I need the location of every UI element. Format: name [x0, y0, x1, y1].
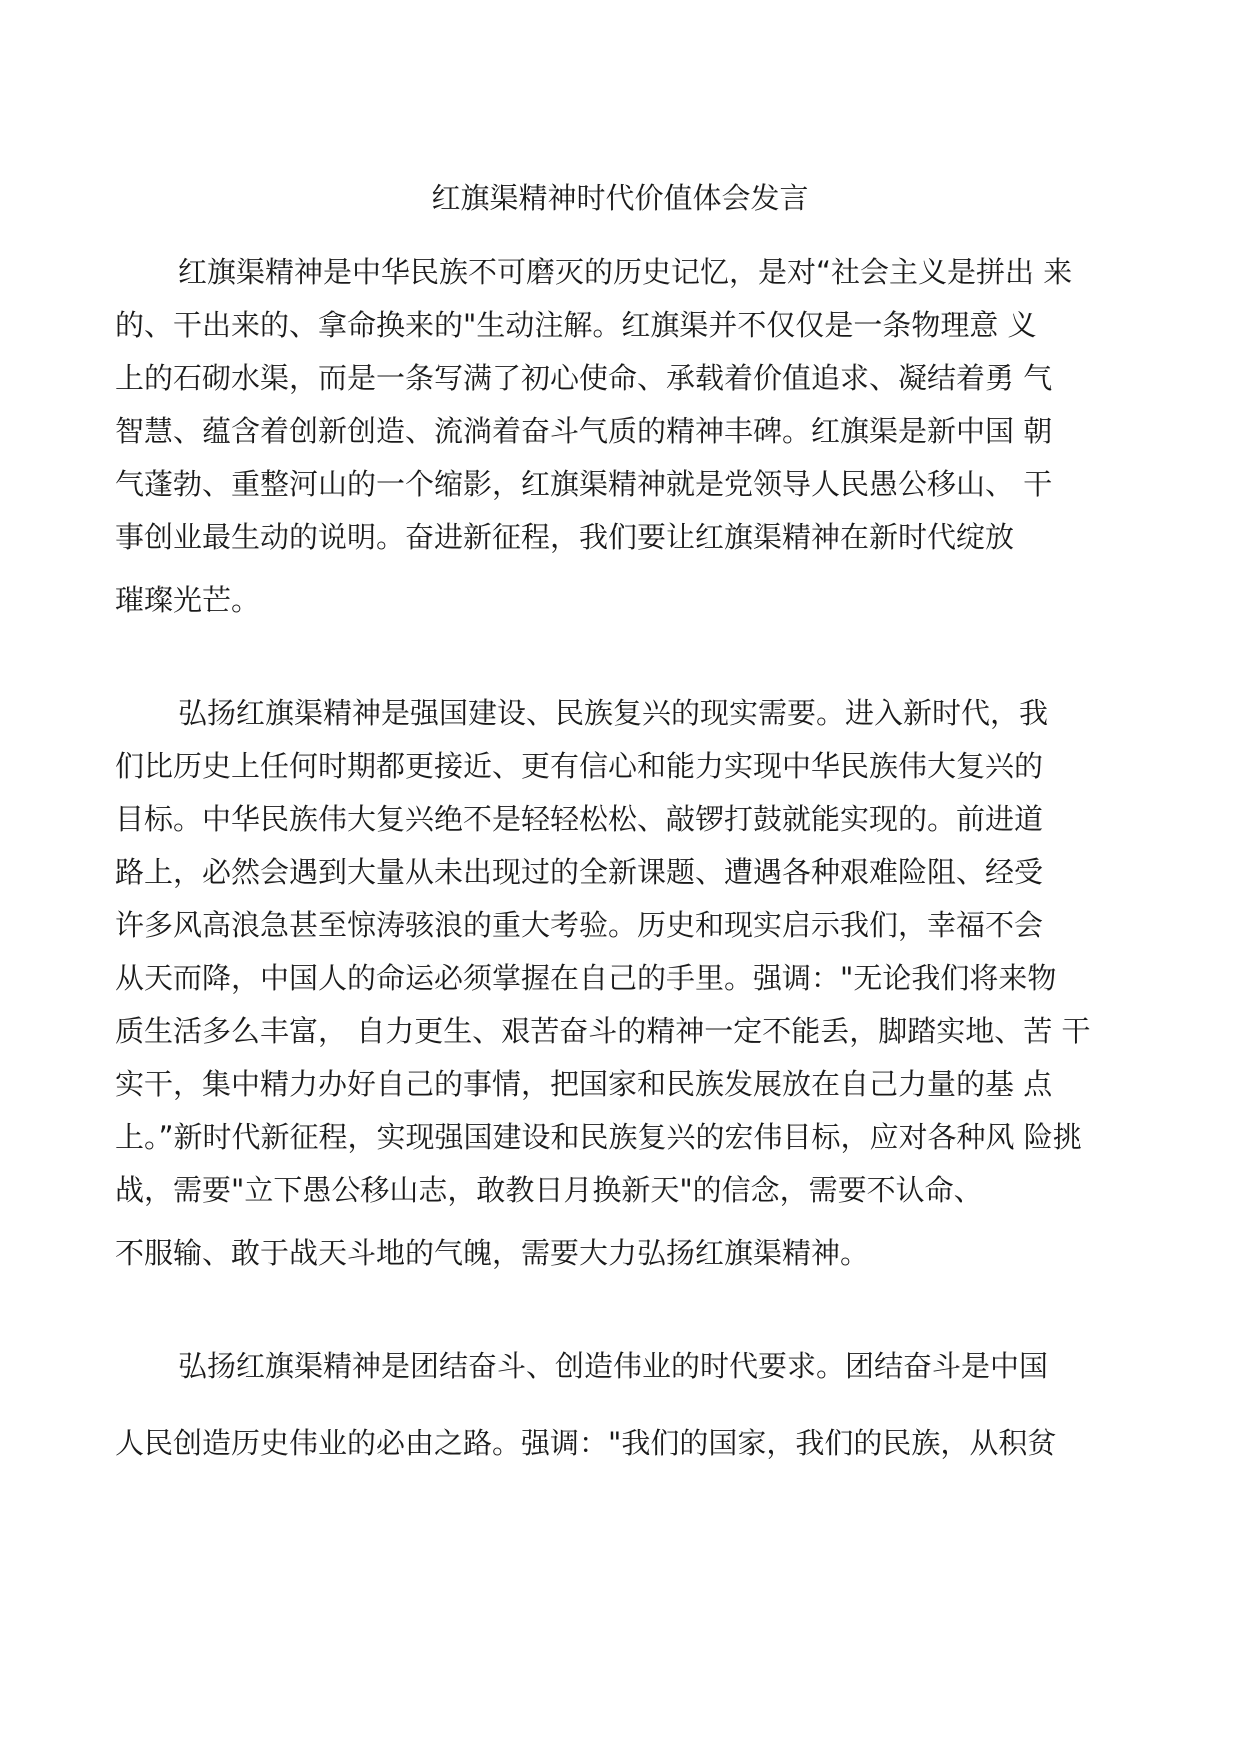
paragraph-1-line-2: 的、干出来的、拿命换来的"生动注解。红旗渠并不仅仅是一条物理意 义 [115, 308, 1037, 342]
paragraph-2-line-3: 目标。中华民族伟大复兴绝不是轻轻松松、敲锣打鼓就能实现的。前进道 [115, 802, 1044, 836]
paragraph-2-line-6: 从天而降，中国人的命运必须掌握在自己的手里。强调："无论我们将来物 [115, 961, 1057, 995]
paragraph-2-line-5: 许多风高浪急甚至惊涛骇浪的重大考验。历史和现实启示我们，幸福不会 [115, 908, 1044, 942]
paragraph-1-line-7: 璀璨光芒。 [115, 583, 261, 617]
paragraph-1-line-6: 事创业最生动的说明。奋进新征程，我们要让红旗渠精神在新时代绽放 [115, 520, 1015, 554]
paragraph-1-line-1: 红旗渠精神是中华民族不可磨灭的历史记忆，是对“社会主义是拼出 来 [178, 255, 1073, 289]
paragraph-3-line-1: 弘扬红旗渠精神是团结奋斗、创造伟业的时代要求。团结奋斗是中国 [178, 1349, 1049, 1383]
paragraph-1-line-5: 气蓬勃、重整河山的一个缩影，红旗渠精神就是党领导人民愚公移山、 干 [115, 467, 1053, 501]
paragraph-2-line-4: 路上，必然会遇到大量从未出现过的全新课题、遭遇各种艰难险阻、经受 [115, 855, 1044, 889]
paragraph-1-line-3: 上的石砌水渠，而是一条写满了初心使命、承载着价值追求、凝结着勇 气 [115, 361, 1053, 395]
paragraph-2-line-10: 战，需要"立下愚公移山志，敢教日月换新天"的信念，需要不认命、 [115, 1173, 983, 1207]
paragraph-2-line-11: 不服输、敢于战天斗地的气魄，需要大力弘扬红旗渠精神。 [115, 1236, 870, 1270]
paragraph-2-line-9: 上。”新时代新征程，实现强国建设和民族复兴的宏伟目标，应对各种风 险挑 [115, 1120, 1082, 1154]
paragraph-2-line-7: 质生活多么丰富， 自力更生、艰苦奋斗的精神一定不能丢，脚踏实地、苦 干 [115, 1014, 1091, 1048]
paragraph-2-line-8: 实干，集中精力办好自己的事情，把国家和民族发展放在自己力量的基 点 [115, 1067, 1053, 1101]
paragraph-2-line-2: 们比历史上任何时期都更接近、更有信心和能力实现中华民族伟大复兴的 [115, 749, 1044, 783]
document-title: 红旗渠精神时代价值体会发言 [431, 181, 809, 215]
paragraph-2-line-1: 弘扬红旗渠精神是强国建设、民族复兴的现实需要。进入新时代，我 [178, 696, 1049, 730]
paragraph-3-line-2: 人民创造历史伟业的必由之路。强调："我们的国家，我们的民族，从积贫 [115, 1426, 1057, 1460]
paragraph-1-line-4: 智慧、蕴含着创新创造、流淌着奋斗气质的精神丰碑。红旗渠是新中国 朝 [115, 414, 1053, 448]
